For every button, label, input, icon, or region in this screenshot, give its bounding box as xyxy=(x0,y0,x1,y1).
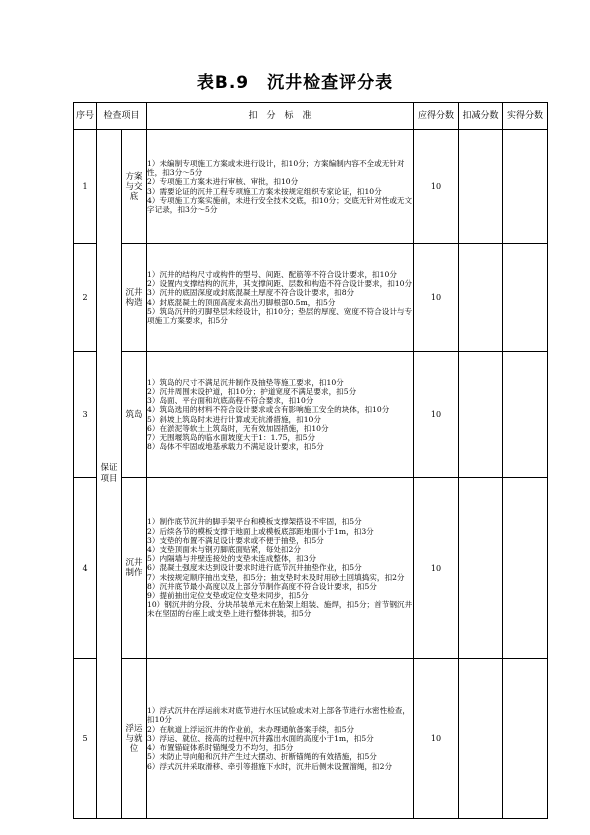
criteria-line: 3）需要论证的沉井工程专项施工方案未按规定组织专家论证，扣10分 xyxy=(147,186,382,196)
table-row xyxy=(74,244,548,352)
criteria-line: 4）筑岛选用的材料不符合设计要求或含有影响施工安全的块体，扣10分 xyxy=(147,405,390,415)
row-criteria xyxy=(147,659,414,819)
criteria-line: 3）支垫的布置不满足设计要求或不便于抽垫，扣5分 xyxy=(147,535,324,545)
header-deduct-points: 扣减分数 xyxy=(459,103,503,130)
row-seq: 4 xyxy=(74,478,97,659)
row-item: 浮运与就位 xyxy=(122,659,147,819)
row-item: 方案与交底 xyxy=(122,130,147,244)
header-seq: 序号 xyxy=(74,103,97,130)
row-actual-points xyxy=(503,478,548,659)
row-criteria xyxy=(147,130,414,244)
row-item: 沉井制作 xyxy=(122,478,147,659)
criteria-line: 3）岛面、平台面和坑底高程不符合要求，扣10分 xyxy=(147,396,314,406)
page-title: 表B.9 沉井检查评分表 xyxy=(196,73,394,93)
score-table xyxy=(73,102,548,819)
row-criteria xyxy=(147,478,414,659)
row-due-points: 10 xyxy=(414,244,459,352)
criteria-line: 1）浮式沉井在浮运前未对底节进行水压试验或未对上部各节进行水密性检查，扣10分 xyxy=(147,706,411,725)
row-due-points: 10 xyxy=(414,478,459,659)
criteria-line: 7）未按规定顺序抽出支垫，扣5分；抽支垫时未及时用砂土回填捣实，扣2分 xyxy=(147,572,405,582)
criteria-line: 5）内隔墙与井壁连接处的支垫未连成整体，扣3分 xyxy=(147,554,317,564)
criteria-line: 9）提前抽出定位支垫或定位支垫未同步，扣5分 xyxy=(147,591,309,600)
table-row xyxy=(74,130,548,244)
criteria-line: 2）后续各节的模板支撑于地面上或模板底部距地面小于1m，扣3分 xyxy=(147,526,374,536)
criteria-line: 5）未防止导向船和沉井产生过大摆动、折断锚绳的有效措施，扣5分 xyxy=(147,752,377,762)
criteria-line: 1）制作底节沉井的脚手架平台和模板支撑架搭设不牢固，扣5分 xyxy=(147,517,362,527)
row-actual-points xyxy=(503,244,548,352)
criteria-line: 4）支垫顶面未与钢刃脚底面贴紧，每处扣2分 xyxy=(147,544,301,554)
row-deduct-points xyxy=(459,244,503,352)
row-due-points: 10 xyxy=(414,130,459,244)
criteria-line: 3）浮运、就位、接高的过程中沉井露出水面的高度小于1m，扣5分 xyxy=(147,733,374,743)
row-seq: 2 xyxy=(74,244,97,352)
criteria-line: 6）浮式沉井采取滑移、牵引等措施下水时，沉井后侧未设置溜绳，扣2分 xyxy=(147,761,393,771)
criteria-line: 2）沉井周围未设护道，扣10分；护道宽度不满足要求，扣5分 xyxy=(147,386,357,396)
criteria-line: 8）岛体不牢固或地基承载力不满足设计要求，扣5分 xyxy=(147,442,324,452)
row-actual-points xyxy=(503,130,548,244)
criteria-line: 4）封底混凝土的顶面高度未高出刃脚根部0.5m，扣5分 xyxy=(147,297,336,307)
row-item: 沉井构造 xyxy=(122,244,147,352)
header-item: 检查项目 xyxy=(97,103,147,130)
criteria-line: 2）设置内支撑结构的沉井，其支撑间距、层数和构造不符合设计要求，扣10分 xyxy=(147,279,413,289)
row-seq: 5 xyxy=(74,659,97,819)
criteria-line: 2）专项施工方案未进行审核、审批，扣10分 xyxy=(147,177,299,187)
row-criteria xyxy=(147,244,414,352)
criteria-line: 5）筑岛沉井的刃脚垫层未经设计，扣10分；垫层的厚度、宽度不符合设计与专项施工方案要求，扣5分 xyxy=(147,306,413,325)
row-criteria xyxy=(147,352,414,478)
criteria-line: 6）在淤泥等软土上筑岛时，无有效加固措施，扣10分 xyxy=(147,423,329,433)
table-row xyxy=(74,659,548,819)
criteria-line: 4）专项施工方案实施前，未进行安全技术交底，扣10分；交底无针对性或无文字记录，扣3分～5分 xyxy=(147,195,413,214)
criteria-line: 1）沉井的结构尺寸或构件的型号、间距、配筋等不符合设计要求，扣10分 xyxy=(147,269,397,279)
row-actual-points xyxy=(503,352,548,478)
row-deduct-points xyxy=(459,130,503,244)
header-actual-points: 实得分数 xyxy=(503,103,548,130)
criteria-line: 7）无围堰筑岛的临水面坡度大于1：1.75，扣5分 xyxy=(147,432,316,442)
criteria-line: 5）斜坡上筑岛时未进行计算或无抗滑措施，扣10分 xyxy=(147,414,321,424)
criteria-line: 4）布置锚碇体系时锚绳受力不均匀，扣5分 xyxy=(147,743,294,753)
criteria-line: 1）未编制专项施工方案或未进行设计，扣10分；方案编制内容不全或无针对性，扣3分～5分 xyxy=(147,158,405,178)
table-row xyxy=(74,352,548,478)
criteria-line: 1）筑岛的尺寸不满足沉井制作及抽垫等施工要求，扣10分 xyxy=(147,377,344,387)
header-row xyxy=(74,103,548,130)
row-seq: 3 xyxy=(74,352,97,478)
criteria-line: 3）沉井的底固深度或封底混凝土厚度不符合设计要求，扣8分 xyxy=(147,288,355,298)
header-criteria: 扣 分 标 准 xyxy=(147,103,414,130)
row-deduct-points xyxy=(459,478,503,659)
row-actual-points xyxy=(503,659,548,819)
row-due-points: 10 xyxy=(414,352,459,478)
row-deduct-points xyxy=(459,659,503,819)
row-item: 筑岛 xyxy=(122,352,147,478)
criteria-line: 2）在航道上浮运沉井的作业前，未办理通航备案手续，扣5分 xyxy=(147,724,355,734)
table-row xyxy=(74,478,548,659)
criteria-line: 6）混凝土强度未达到设计要求时进行底节沉井抽垫作业，扣5分 xyxy=(147,563,362,573)
group-label: 保证项目 xyxy=(97,130,122,819)
row-deduct-points xyxy=(459,352,503,478)
criteria-line: 8）沉井底节最小高度以及上部分节制作高度不符合设计要求，扣5分 xyxy=(147,581,377,591)
row-seq: 1 xyxy=(74,130,97,244)
criteria-line: 10）钢沉井的分段、分块吊装单元未在胎架上组装、施焊，扣5分；首节钢沉井未在坚固的台座上或支垫上进行整体拼装，扣5分 xyxy=(147,600,413,619)
row-due-points: 10 xyxy=(414,659,459,819)
header-due-points: 应得分数 xyxy=(414,103,459,130)
